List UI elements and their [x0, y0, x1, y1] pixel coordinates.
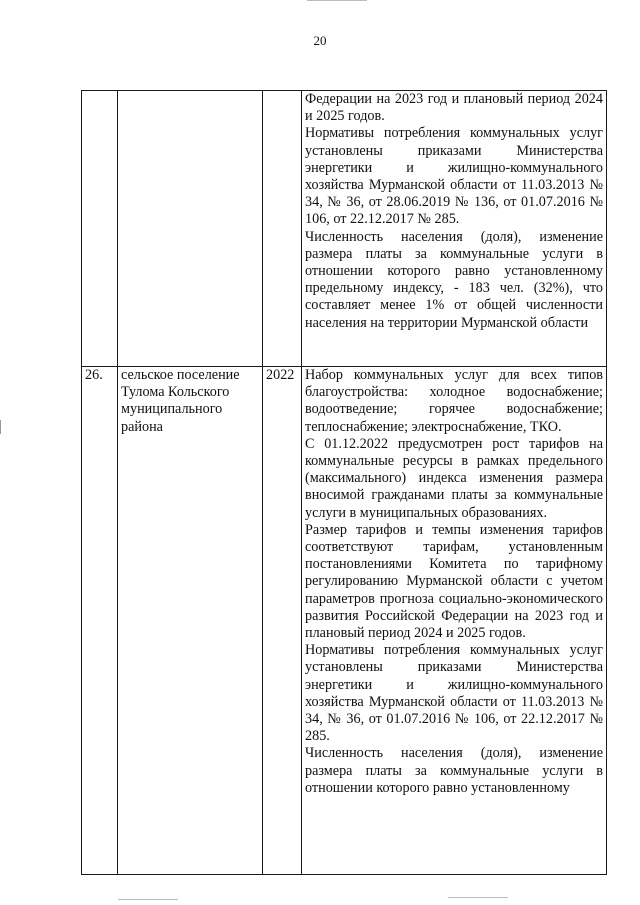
description-cell	[302, 367, 607, 875]
year-cell: 2022	[263, 367, 302, 875]
paragraph: Численность населения (доля), изменение размера платы за коммунальные услуги в отношении которого равно установленному предельному индексу, - 183 чел. (32%), что составляет менее 1% от общей численности населения на территории Мурманской области	[305, 228, 603, 331]
page-number: 20	[313, 33, 327, 48]
municipality-name-cell: сельское поселение Тулома Кольского муниципального района	[118, 367, 263, 875]
paragraph: Федерации на 2023 год и плановый период 2024 и 2025 годов.	[305, 91, 603, 125]
row-number-cell: 26.	[82, 367, 118, 875]
paragraph: С 01.12.2022 предусмотрен рост тарифов на коммунальные ресурсы в рамках предельного (максимального) индекса изменения размера вносимой гражданами платы за коммунальные услуги в муниципальных образованиях.	[305, 435, 603, 521]
paragraph: Набор коммунальных услуг для всех типов благоустройства: холодное водоснабжение; водоотведение; горячее водоснабжение; теплоснабжение; электроснабжение, ТКО.	[305, 367, 603, 435]
document-table	[81, 90, 607, 875]
table-row	[82, 91, 607, 367]
description-cell	[302, 91, 607, 367]
table-row	[82, 367, 607, 875]
scan-artifact	[118, 899, 178, 900]
scan-artifact	[448, 897, 508, 898]
paragraph: Нормативы потребления коммунальных услуг установлены приказами Министерства энергетики и жилищно-коммунального хозяйства Мурманской области от 11.03.2013 № 34, № 36, от 28.06.2019 № 136, от 01.07.2016 № 106, от 22.12.2017 № 285.	[305, 125, 603, 228]
paragraph: Нормативы потребления коммунальных услуг установлены приказами Министерства энергетики и жилищно-коммунального хозяйства Мурманской области от 11.03.2013 № 34, № 36, от 01.07.2016 № 106, от 22.12.2017 № 285.	[305, 642, 603, 745]
scan-artifact	[307, 0, 367, 1]
paragraph: Размер тарифов и темпы изменения тарифов соответствуют тарифам, установленным постановлениями Комитета по тарифному регулированию Мурманской области с учетом параметров прогноза социально-экономического развития Российской Федерации на 2023 год и плановый период 2024 и 2025 годов.	[305, 521, 603, 642]
paragraph: Численность населения (доля), изменение размера платы за коммунальные услуги в отношении которого равно установленному	[305, 745, 603, 796]
scan-artifact	[0, 420, 1, 434]
municipality-name-cell	[118, 91, 263, 367]
row-number-cell	[82, 91, 118, 367]
year-cell	[263, 91, 302, 367]
